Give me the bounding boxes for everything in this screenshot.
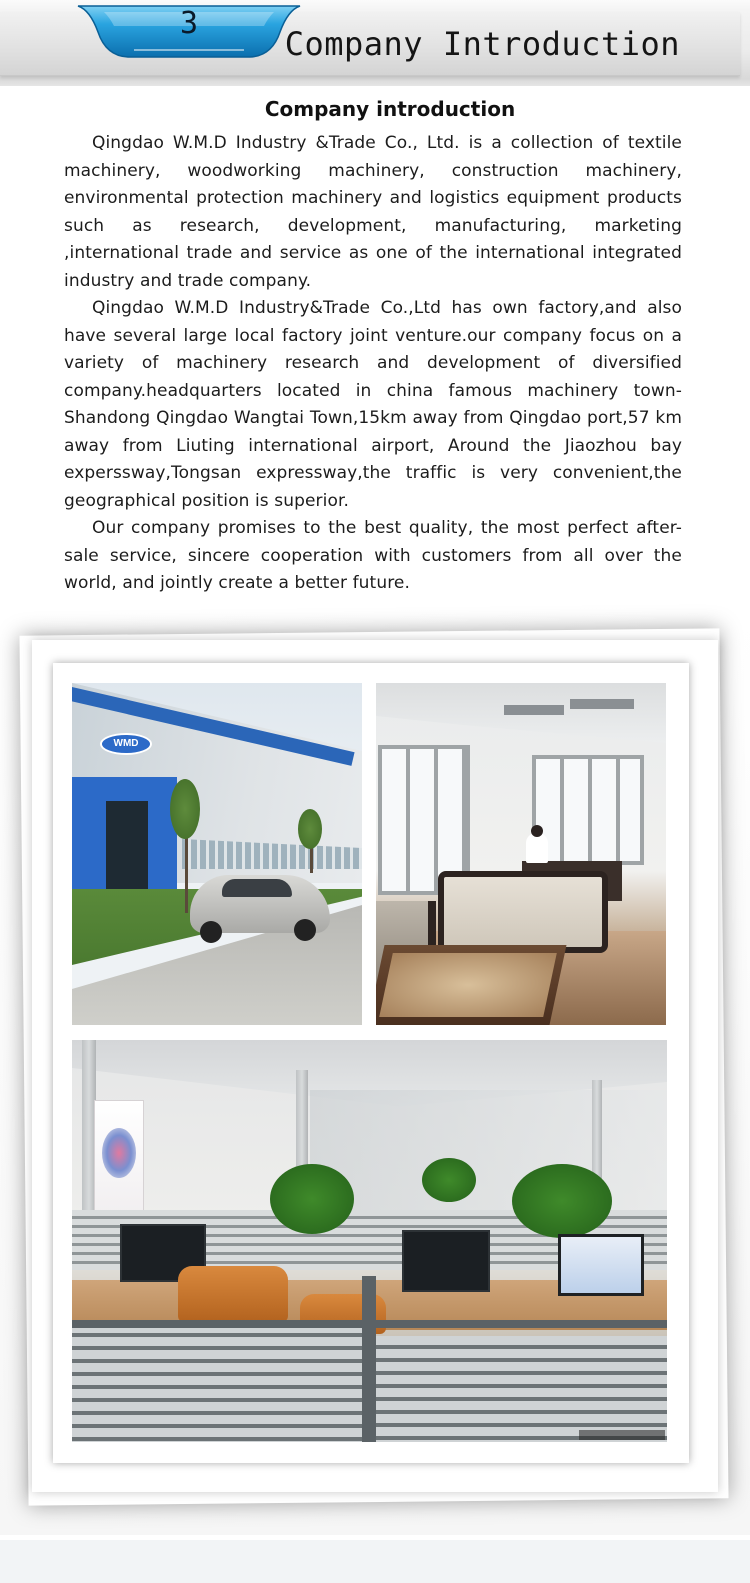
section-header-banner: [0, 0, 750, 86]
factory-door: [106, 801, 148, 895]
tree: [170, 779, 200, 839]
factory-building-photo: [72, 683, 362, 1025]
potted-plant: [270, 1164, 354, 1234]
car-window: [222, 879, 292, 897]
divider-post: [362, 1276, 376, 1442]
potted-plant: [512, 1164, 612, 1238]
section-title: Company Introduction: [284, 25, 680, 63]
coffee-table-top: [379, 953, 557, 1017]
ceiling-vent: [504, 705, 564, 715]
intro-heading: Company introduction: [264, 97, 516, 121]
ceiling-vent: [570, 699, 634, 709]
office-lounge-photo: [376, 683, 666, 1025]
intro-paragraph-2: Qingdao W.M.D Industry&Trade Co.,Ltd has own factory,and also have several large local factory joint venture.our company focus on a variety of machinery research and development of diversified company.headquarters located in china famous machinery town-Shandong Qingdao Wangtai Town,15km away from Qingdao port,57 km away from Liuting international airport, Around the Jiaozhou bay experssway,Tongsan expressway,the traffic is very convenient,the geographical position is superior.: [64, 298, 682, 511]
potted-plant: [422, 1158, 476, 1202]
section-number-badge: [74, 2, 304, 60]
seated-person: [526, 833, 548, 863]
front-divider: [372, 1336, 667, 1442]
car-wheel: [294, 919, 316, 941]
computer-monitor: [402, 1230, 490, 1292]
tree: [298, 809, 322, 849]
intro-paragraph-1: Qingdao W.M.D Industry &Trade Co., Ltd. is a collection of textile machinery, woodworking machinery, construction machinery, environmental protection machinery and logistics equipment products such as research, development, manufacturing, marketing ,international trade and service as one of the international integrated industry and trade company.: [64, 133, 682, 291]
front-divider: [72, 1324, 372, 1442]
image-watermark: [579, 1430, 665, 1440]
section-number: 3: [179, 6, 199, 41]
divider-rail: [72, 1320, 667, 1328]
wmd-logo-icon: WMD: [100, 733, 152, 755]
open-office-photo: [72, 1040, 667, 1442]
person-head: [531, 825, 543, 837]
window-panes: [382, 749, 466, 891]
intro-body: [64, 130, 682, 598]
car-wheel: [200, 921, 222, 943]
bottom-band: [0, 1540, 750, 1583]
poster-art: [102, 1128, 136, 1178]
window-panes: [536, 759, 640, 861]
intro-paragraph-3: Our company promises to the best quality, the most perfect after-sale service, sincere cooperation with customers from all over the world, and jointly create a better future.: [64, 518, 682, 593]
sofa: [438, 871, 608, 953]
office-chair: [178, 1266, 288, 1322]
computer-monitor-on: [558, 1234, 644, 1296]
